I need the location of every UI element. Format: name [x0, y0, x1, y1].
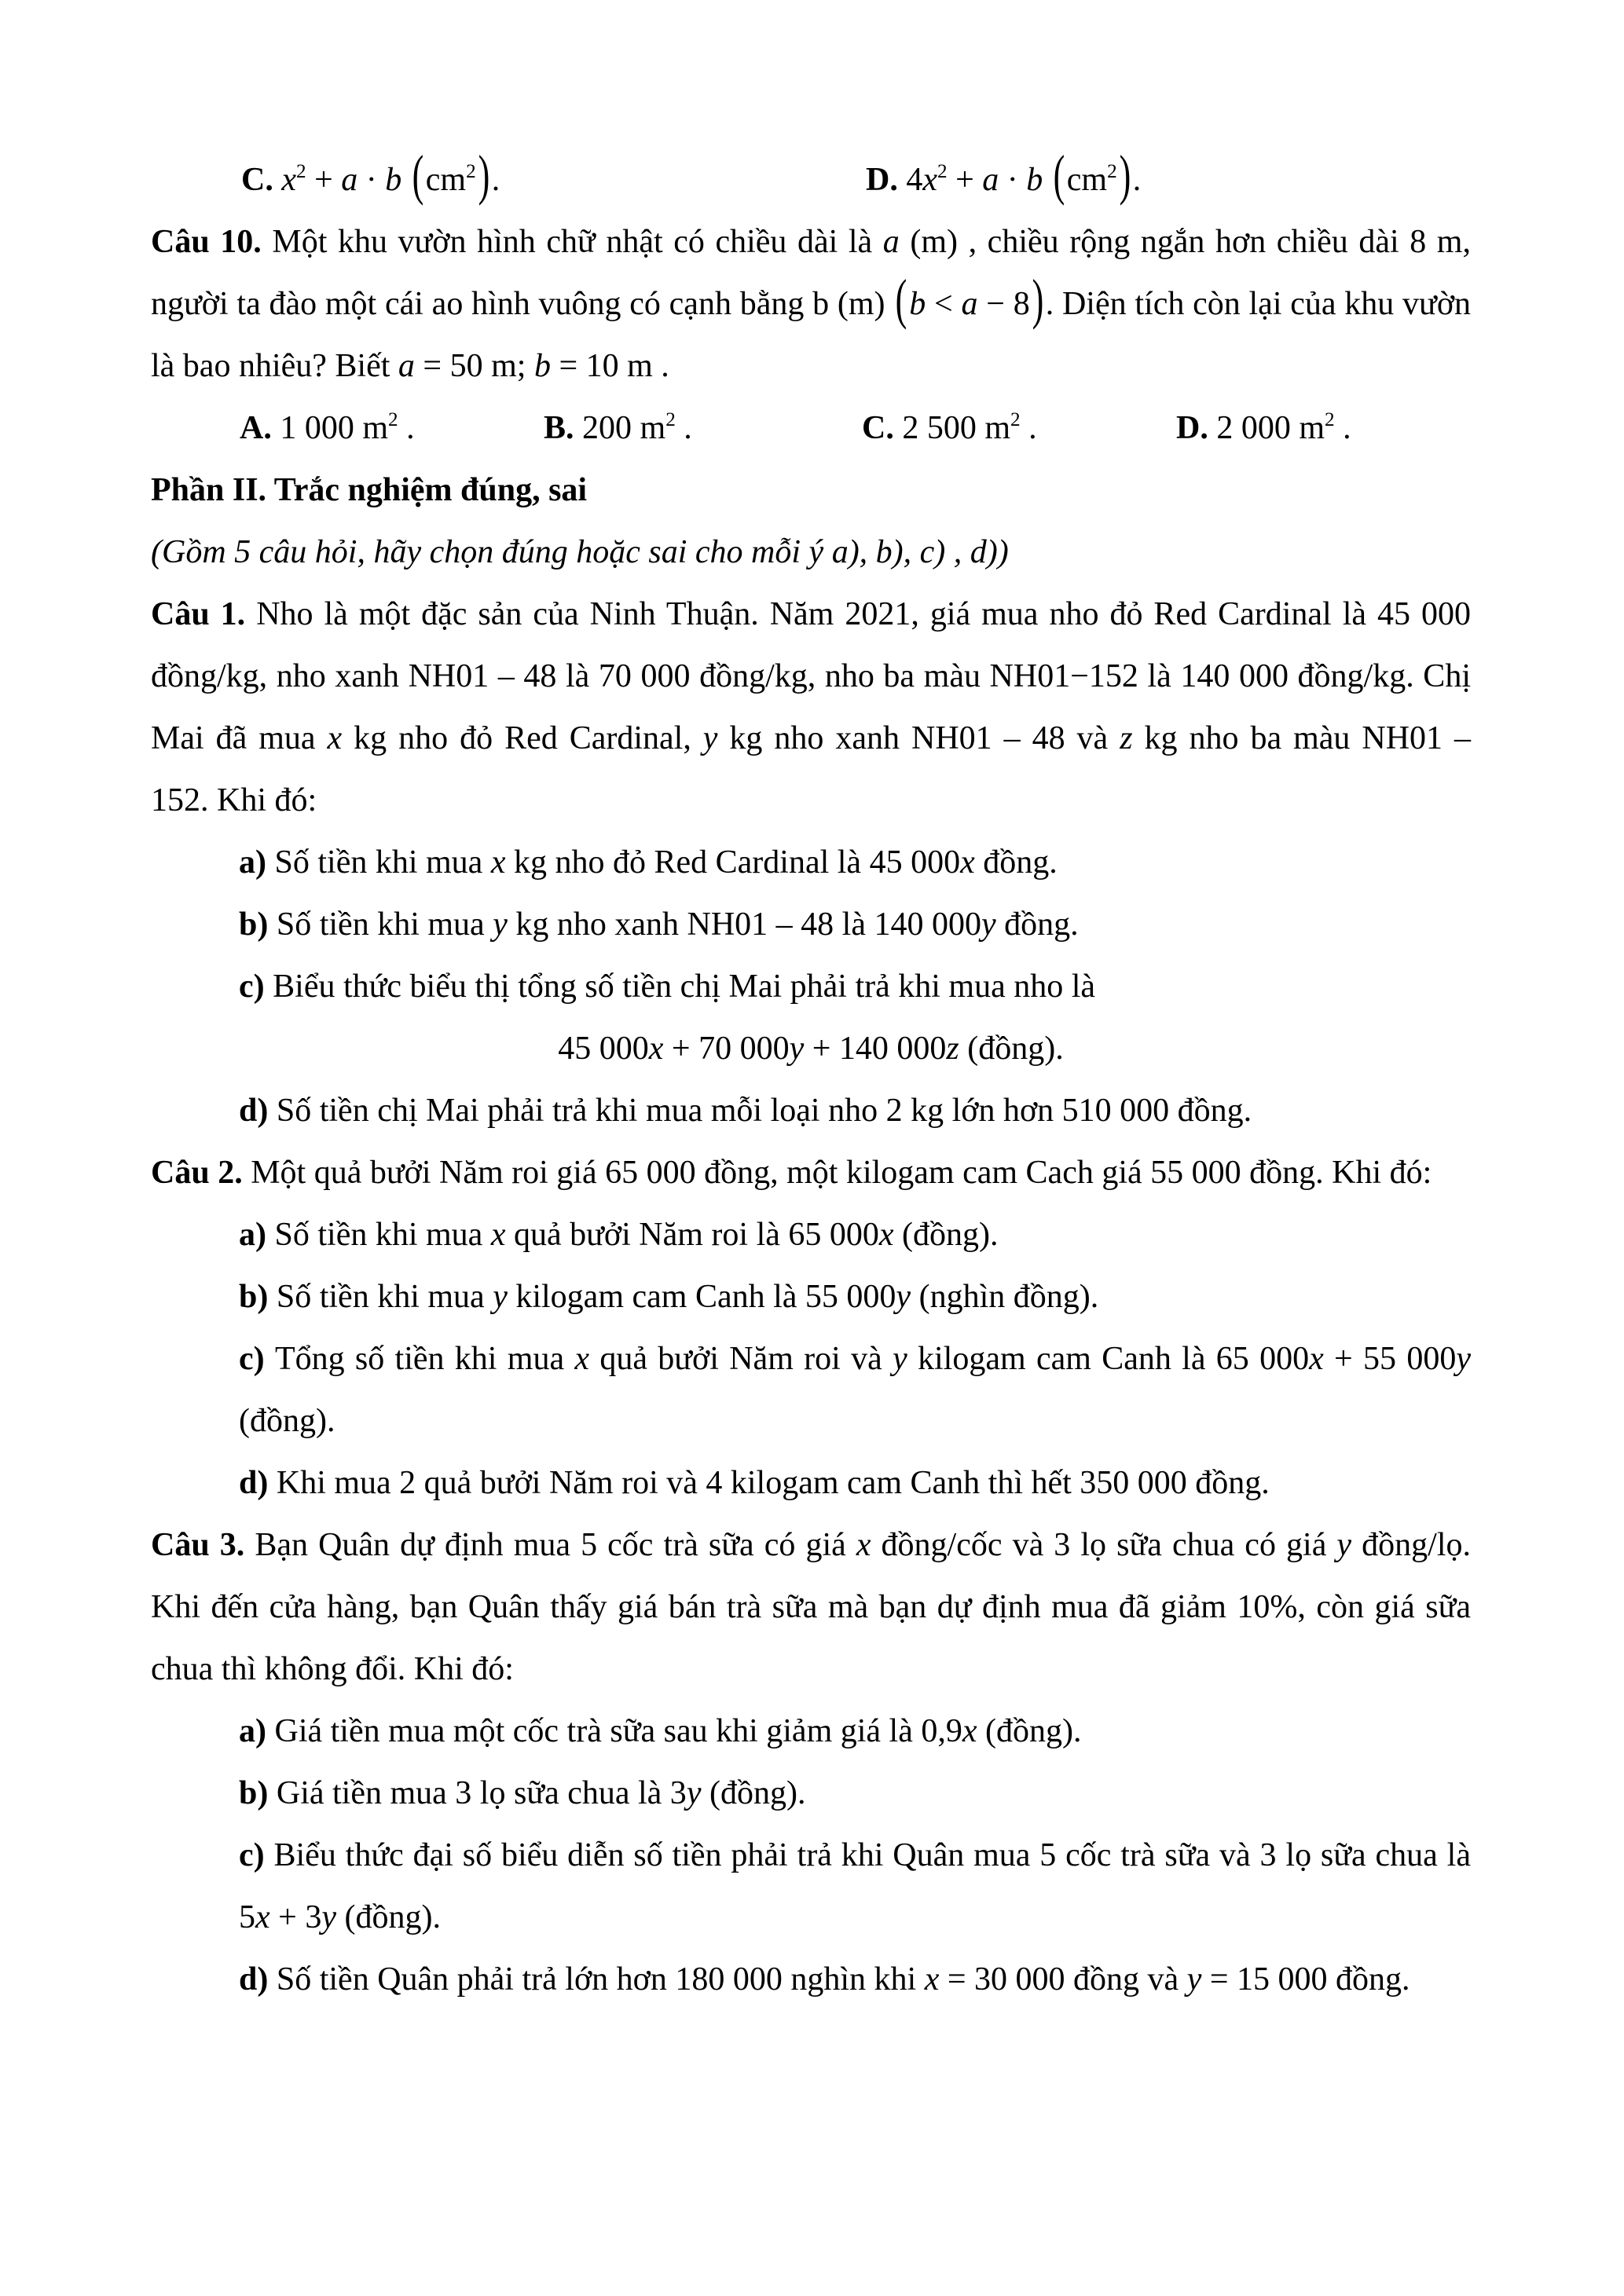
- text-run: .: [675, 410, 692, 446]
- text-run: a: [398, 348, 415, 384]
- text-run: Biểu thức đại số biểu diễn số tiền phải trả khi Quân mua 5 cốc trà sữa và 3 lọ sữa chua là: [273, 1837, 1471, 1873]
- text-run: Tổng số tiền khi mua: [274, 1341, 575, 1377]
- superscript: 2: [1010, 409, 1021, 431]
- question-1-line-2: [151, 646, 1471, 708]
- question-2-item-d: [151, 1452, 1471, 1514]
- text-run: a: [341, 162, 358, 198]
- option-a: [240, 397, 415, 460]
- text-run: Gồm 5 câu hỏi, hãy chọn đúng hoặc sai cho mỗi ý a), b), c) , d)): [162, 534, 1009, 570]
- question-10-line-2: [151, 269, 1472, 335]
- text-run: 2 500 m: [902, 410, 1011, 446]
- text-run: x: [962, 1713, 977, 1749]
- item-label: a): [239, 844, 275, 881]
- text-run: kg nho đỏ Red Cardinal,: [342, 720, 703, 756]
- text-run: (đồng).: [336, 1899, 441, 1935]
- text-run: + 3: [269, 1899, 322, 1935]
- text-run: Bạn Quân dự định mua 5 cốc trà sữa có giá: [255, 1527, 856, 1563]
- question-10-line-3: [151, 335, 1471, 397]
- question-10-answer-options: [151, 397, 1471, 460]
- question-1-item-c: [151, 956, 1471, 1018]
- text-run: 5: [239, 1899, 255, 1935]
- text-run: + 70 000: [663, 1031, 790, 1067]
- text-run: x: [327, 720, 343, 756]
- option-c: [862, 397, 1037, 460]
- question-1-line-4: [151, 770, 1471, 832]
- item-label: Câu 2.: [151, 1155, 251, 1191]
- text-run: . Diện tích còn lại của khu vườn: [1045, 286, 1472, 322]
- text-run: <: [926, 286, 962, 322]
- superscript: 2: [388, 409, 398, 431]
- option-c: [241, 145, 500, 211]
- text-run: .: [1132, 162, 1142, 198]
- text-run: y: [686, 1775, 702, 1811]
- text-run: (nghìn đồng).: [911, 1279, 1099, 1315]
- text-run: 152. Khi đó:: [151, 782, 317, 818]
- text-run: 2 000 m: [1216, 410, 1325, 446]
- text-run: y: [321, 1899, 336, 1935]
- text-run: cm: [1066, 162, 1108, 198]
- question-2-item-c-line-2: [151, 1390, 1471, 1452]
- part-2-note: [151, 522, 1471, 584]
- item-label: B.: [544, 410, 583, 446]
- superscript: 2: [937, 161, 948, 183]
- superscript: 2: [466, 161, 476, 183]
- item-label: a): [239, 1217, 275, 1253]
- item-label: d): [239, 1093, 277, 1129]
- text-run: Số tiền khi mua: [274, 844, 491, 881]
- text-run: Số tiền khi mua: [274, 1217, 491, 1253]
- text-run: b: [909, 286, 926, 322]
- text-run: (: [895, 269, 907, 331]
- text-run: Một quả bưởi Năm roi giá 65 000 đồng, một kilogam cam Cach giá 55 000 đồng. Khi đó:: [251, 1155, 1432, 1191]
- text-run: = 50 m;: [414, 348, 534, 384]
- text-run: +: [947, 162, 983, 198]
- text-run: x: [922, 162, 937, 198]
- text-run: đồng/kg, nho xanh NH01 – 48 là 70 000 đồng/kg, nho ba màu NH01−152 là 140 000 đồng/kg. Chị: [151, 658, 1471, 694]
- answer-options-row-top: [151, 145, 1471, 211]
- item-label: Câu 1.: [151, 596, 257, 632]
- item-label: d): [239, 1465, 277, 1501]
- option-d: [866, 145, 1142, 211]
- item-label: c): [239, 969, 273, 1005]
- text-run: đồng/lọ.: [1351, 1527, 1471, 1563]
- text-run: kg nho ba màu NH01 –: [1132, 720, 1471, 756]
- question-2-item-b: [151, 1266, 1471, 1328]
- text-run: .: [1020, 410, 1037, 446]
- question-2-item-a: [151, 1204, 1471, 1266]
- text-run: y: [893, 1341, 907, 1377]
- text-run: y: [1186, 1961, 1202, 1998]
- text-run: .: [491, 162, 500, 198]
- question-2-intro: [151, 1142, 1471, 1204]
- text-run: quả bưởi Năm roi là 65 000: [505, 1217, 879, 1253]
- text-run: a: [961, 286, 978, 322]
- text-run: 1 000 m: [280, 410, 389, 446]
- item-label: c): [239, 1341, 275, 1377]
- text-run: y: [702, 720, 718, 756]
- text-run: (đồng).: [239, 1403, 335, 1439]
- text-run: x: [960, 844, 975, 881]
- superscript: 2: [1325, 409, 1335, 431]
- part-2-heading: [151, 460, 1471, 522]
- text-run: + 140 000: [804, 1031, 947, 1067]
- question-10-line-1: [151, 211, 1471, 273]
- text-run: ): [478, 145, 490, 207]
- text-run: chua thì không đổi. Khi đó:: [151, 1651, 514, 1687]
- text-run: y: [789, 1031, 805, 1067]
- text-run: x: [924, 1961, 940, 1998]
- text-run: kilogam cam Canh là 65 000: [907, 1341, 1310, 1377]
- text-run: = 30 000 đồng và: [939, 1961, 1187, 1998]
- text-run: Mai đã mua: [151, 720, 328, 756]
- option-d: [1176, 397, 1351, 460]
- item-label: b): [239, 1775, 277, 1811]
- text-run: Số tiền chị Mai phải trả khi mua mỗi loại nho 2 kg lớn hơn 510 000 đồng.: [276, 1093, 1252, 1129]
- text-run: 45 000: [558, 1031, 649, 1067]
- question-3-item-c: [151, 1825, 1471, 1887]
- question-3-line-1: [151, 1514, 1471, 1576]
- text-run: đồng/cốc và 3 lọ sữa chua có giá: [871, 1527, 1337, 1563]
- question-2-item-c: [151, 1328, 1471, 1390]
- text-run: kg nho xanh NH01 – 48 và: [717, 720, 1120, 756]
- text-run: x: [490, 1217, 506, 1253]
- document-content: [151, 145, 1472, 2011]
- text-run: y: [1336, 1527, 1352, 1563]
- text-run: − 8: [977, 286, 1030, 322]
- text-run: x: [648, 1031, 664, 1067]
- text-run: ·: [357, 162, 386, 198]
- text-run: x: [856, 1527, 871, 1563]
- text-run: b: [385, 162, 402, 198]
- text-run: = 15 000 đồng.: [1201, 1961, 1410, 1998]
- text-run: (m) , chiều rộng ngắn hơn chiều dài 8 m,: [899, 224, 1471, 260]
- superscript: 2: [665, 409, 676, 431]
- text-run: y: [981, 906, 996, 943]
- item-label: C.: [862, 410, 903, 446]
- text-run: (: [1053, 145, 1065, 207]
- text-run: a: [882, 224, 900, 260]
- text-run: kg nho đỏ Red Cardinal là 45 000: [505, 844, 961, 881]
- question-3-item-d: [151, 1949, 1471, 2011]
- text-run: y: [1456, 1341, 1471, 1377]
- text-run: kilogam cam Canh là 55 000: [507, 1279, 896, 1315]
- item-label: b): [239, 906, 277, 943]
- text-run: (: [412, 145, 424, 207]
- text-run: y: [493, 906, 508, 943]
- text-run: (đồng).: [977, 1713, 1082, 1749]
- question-1-line-3: [151, 708, 1471, 770]
- text-run: x: [574, 1341, 590, 1377]
- text-run: đồng.: [995, 906, 1079, 943]
- text-run: x: [281, 162, 296, 198]
- text-run: x: [1309, 1341, 1324, 1377]
- text-run: [1043, 162, 1051, 198]
- question-3-line-3: [151, 1639, 1471, 1701]
- text-run: Giá tiền mua 3 lọ sữa chua là 3: [276, 1775, 687, 1811]
- text-run: z: [946, 1031, 959, 1067]
- item-label: Câu 10.: [151, 224, 273, 260]
- superscript: 2: [296, 161, 306, 183]
- text-run: a: [982, 162, 999, 198]
- text-run: Số tiền khi mua: [276, 1279, 493, 1315]
- text-run: b: [1026, 162, 1043, 198]
- text-run: cm: [425, 162, 467, 198]
- text-run: y: [896, 1279, 911, 1315]
- text-run: Khi đến cửa hàng, bạn Quân thấy giá bán trà sữa mà bạn dự định mua đã giảm 10%, còn giá sữa: [151, 1589, 1471, 1625]
- text-run: .: [398, 410, 415, 446]
- item-label: Phần II. Trắc nghiệm đúng, sai: [151, 472, 588, 508]
- text-run: ·: [999, 162, 1027, 198]
- question-1-item-a: [151, 832, 1471, 894]
- item-label: Câu 3.: [151, 1527, 255, 1563]
- superscript: 2: [1107, 161, 1117, 183]
- text-run: Số tiền Quân phải trả lớn hơn 180 000 nghìn khi: [276, 1961, 925, 1998]
- text-run: Nho là một đặc sản của Ninh Thuận. Năm 2021, giá mua nho đỏ Red Cardinal là 45 000: [256, 596, 1471, 632]
- text-run: Giá tiền mua một cốc trà sữa sau khi giảm giá là 0,9: [274, 1713, 962, 1749]
- text-run: Số tiền khi mua: [276, 906, 493, 943]
- text-run: z: [1120, 720, 1133, 756]
- text-run: ): [1119, 145, 1131, 207]
- text-run: ): [1032, 269, 1044, 331]
- text-run: (: [151, 534, 162, 570]
- text-run: Khi mua 2 quả bưởi Năm roi và 4 kilogam cam Canh thì hết 350 000 đồng.: [276, 1465, 1270, 1501]
- text-run: .: [1334, 410, 1351, 446]
- text-run: x: [878, 1217, 894, 1253]
- text-run: người ta đào một cái ao hình vuông có cạnh bằng b (m): [151, 286, 894, 322]
- item-label: b): [239, 1279, 277, 1315]
- item-label: D.: [1176, 410, 1217, 446]
- question-3-line-2: [151, 1576, 1471, 1639]
- text-run: y: [493, 1279, 508, 1315]
- question-3-item-c-formula: [151, 1887, 1471, 1949]
- item-label: c): [239, 1837, 274, 1873]
- text-run: là bao nhiêu? Biết: [151, 348, 398, 384]
- question-1-item-b: [151, 894, 1471, 956]
- question-1-item-c-formula: [151, 1018, 1471, 1080]
- text-run: Biểu thức biểu thị tổng số tiền chị Mai phải trả khi mua nho là: [273, 969, 1096, 1005]
- text-run: x: [490, 844, 506, 881]
- question-1-line-1: [151, 584, 1471, 646]
- item-label: C.: [241, 162, 282, 198]
- text-run: Một khu vườn hình chữ nhật có chiều dài là: [272, 224, 883, 260]
- question-3-item-b: [151, 1763, 1471, 1825]
- text-run: kg nho xanh NH01 – 48 là 140 000: [507, 906, 981, 943]
- text-run: x: [255, 1899, 270, 1935]
- text-run: b: [533, 348, 551, 384]
- text-run: (đồng).: [701, 1775, 806, 1811]
- text-run: đồng.: [974, 844, 1058, 881]
- item-label: d): [239, 1961, 277, 1998]
- text-run: 200 m: [582, 410, 666, 446]
- text-run: (đồng).: [959, 1031, 1064, 1067]
- text-run: +: [306, 162, 342, 198]
- text-run: 4: [906, 162, 923, 198]
- item-label: a): [239, 1713, 275, 1749]
- text-run: (đồng).: [893, 1217, 999, 1253]
- option-b: [544, 397, 692, 460]
- question-1-item-d: [151, 1080, 1471, 1142]
- text-run: quả bưởi Năm roi và: [589, 1341, 893, 1377]
- text-run: + 55 000: [1323, 1341, 1457, 1377]
- item-label: D.: [866, 162, 907, 198]
- text-run: = 10 m .: [550, 348, 669, 384]
- question-3-item-a: [151, 1701, 1471, 1763]
- item-label: A.: [240, 410, 280, 446]
- text-run: [401, 162, 410, 198]
